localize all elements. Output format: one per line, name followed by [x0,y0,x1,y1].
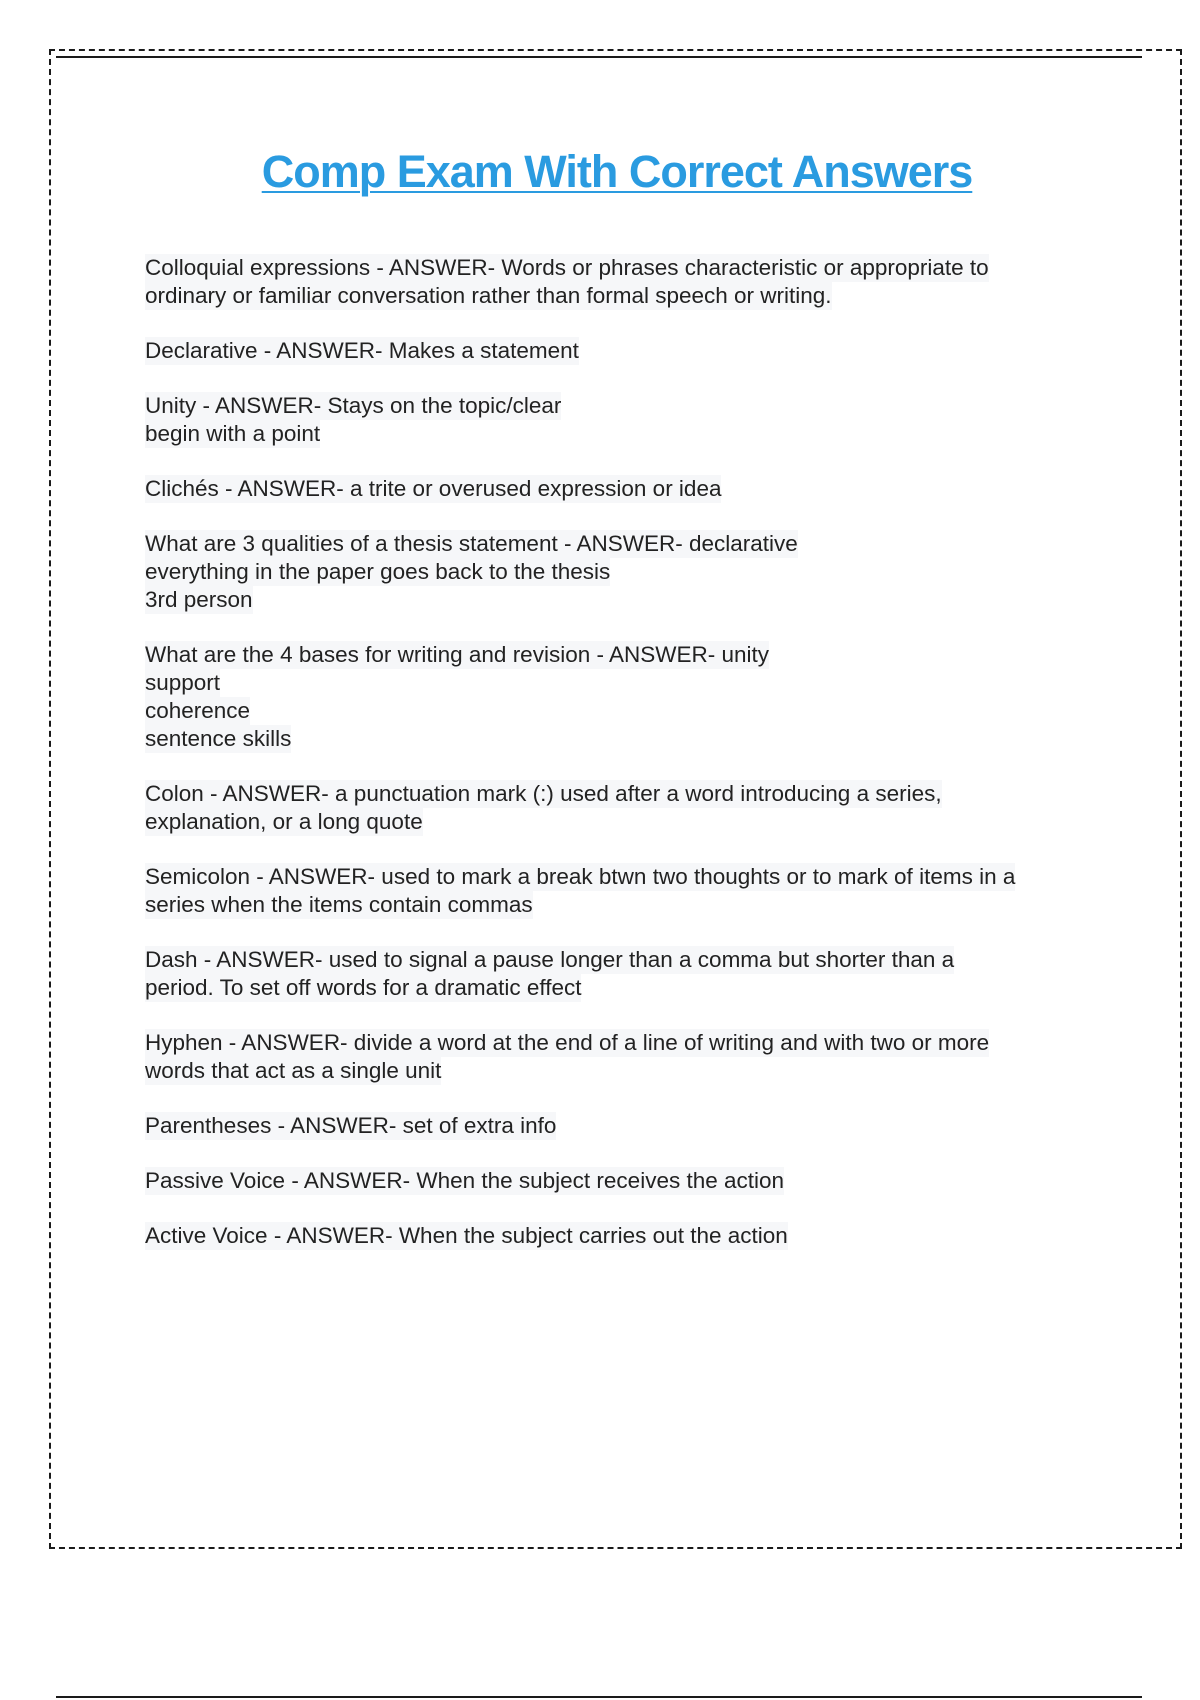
qa-entry-line: Colon - ANSWER- a punctuation mark (:) used after a word introducing a series, [145,781,942,806]
qa-entry-line: Passive Voice - ANSWER- When the subject receives the action [145,1168,785,1193]
qa-list [145,254,1105,1277]
qa-entry [145,530,1105,614]
qa-entry-line: support [145,670,221,695]
qa-entry-line: sentence skills [145,726,292,751]
qa-entry-line: What are 3 qualities of a thesis statement - ANSWER- declarative [145,531,798,556]
qa-entry-line: Colloquial expressions - ANSWER- Words or phrases characteristic or appropriate to [145,255,989,280]
document-title: Comp Exam With Correct Answers [261,146,973,197]
qa-entry-line: Hyphen - ANSWER- divide a word at the end of a line of writing and with two or more [145,1030,990,1055]
qa-entry-line: What are the 4 bases for writing and revision - ANSWER- unity [145,642,770,667]
qa-entry-line: coherence [145,698,251,723]
qa-entry-line: 3rd person [145,587,253,612]
qa-entry-line: Declarative - ANSWER- Makes a statement [145,338,579,363]
qa-entry [145,1029,1105,1085]
qa-entry [145,1222,1105,1250]
qa-entry [145,946,1105,1002]
qa-entry-line: explanation, or a long quote [145,809,423,834]
qa-entry-line: Parentheses - ANSWER- set of extra info [145,1113,557,1138]
qa-entry-line: begin with a point [145,421,321,446]
qa-entry-line: Dash - ANSWER- used to signal a pause longer than a comma but shorter than a [145,947,955,972]
qa-entry-line: words that act as a single unit [145,1058,442,1083]
top-rule [56,56,1142,58]
qa-entry-line: period. To set off words for a dramatic effect [145,975,582,1000]
qa-entry-line: Clichés - ANSWER- a trite or overused expression or idea [145,476,722,501]
qa-entry [145,254,1105,310]
qa-entry [145,337,1105,365]
qa-entry-line: Unity - ANSWER- Stays on the topic/clear [145,393,562,418]
qa-entry [145,780,1105,836]
qa-entry-line: Semicolon - ANSWER- used to mark a break btwn two thoughts or to mark of items in a [145,864,1016,889]
qa-entry-line: Active Voice - ANSWER- When the subject carries out the action [145,1223,788,1248]
qa-entry [145,1112,1105,1140]
bottom-rule [56,1696,1142,1698]
qa-entry [145,863,1105,919]
qa-entry [145,475,1105,503]
qa-entry-line: everything in the paper goes back to the thesis [145,559,611,584]
qa-entry [145,392,1105,448]
qa-entry-line: ordinary or familiar conversation rather than formal speech or writing. [145,283,832,308]
qa-entry [145,1167,1105,1195]
qa-entry-line: series when the items contain commas [145,892,533,917]
qa-entry [145,641,1105,753]
